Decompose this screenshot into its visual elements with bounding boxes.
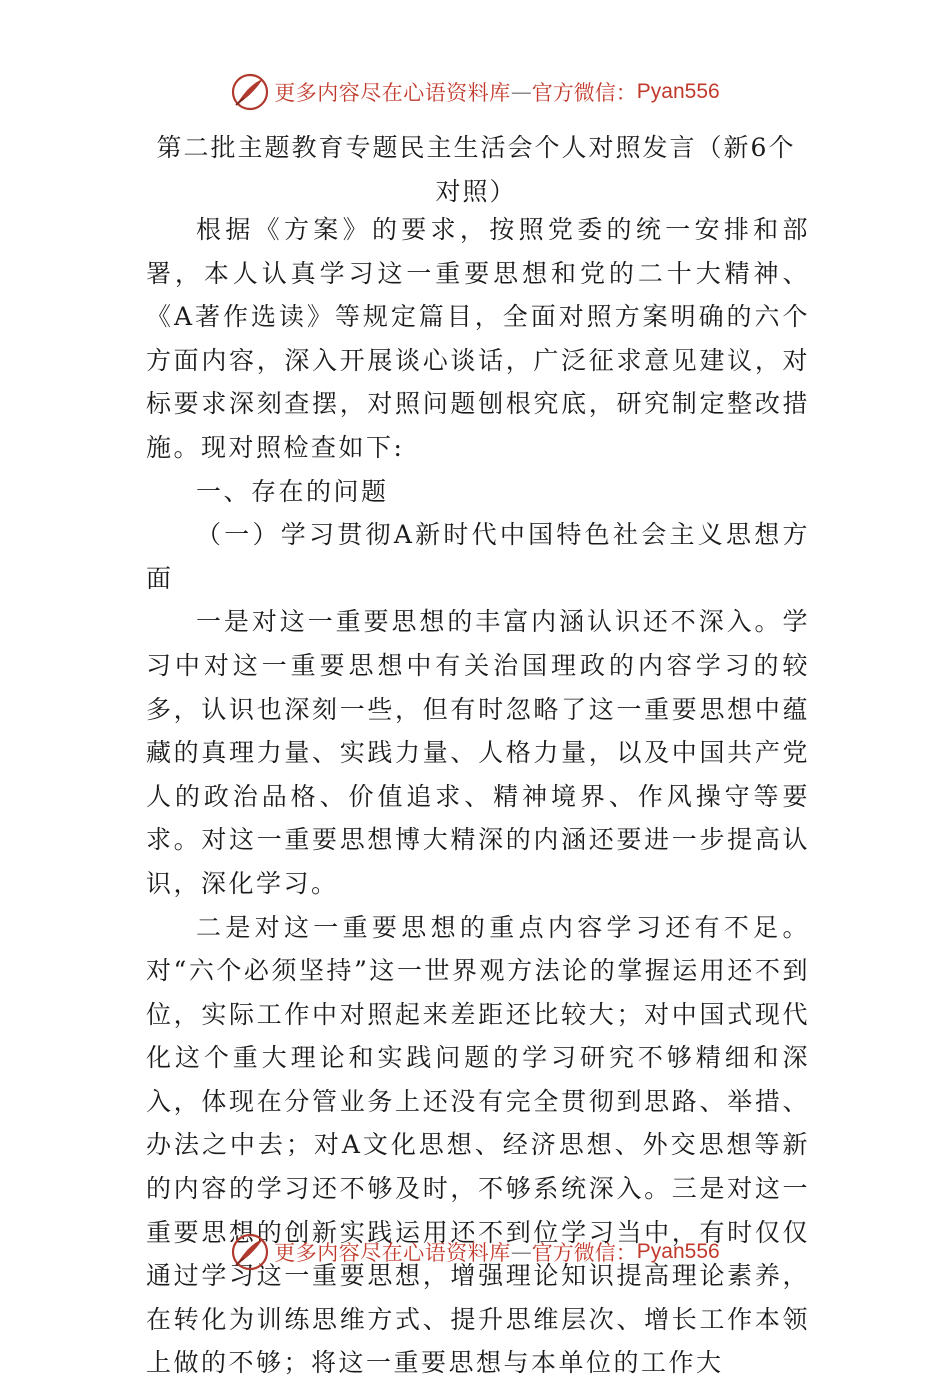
document-title: 第二批主题教育专题民主生活会个人对照发言（新6个对照） [150, 126, 802, 214]
quill-logo-icon [230, 72, 270, 112]
paragraph-point-two: 二是对这一重要思想的重点内容学习还有不足。对“六个必须坚持”这一世界观方法论的掌握运用还不到位，实际工作中对照起来差距还比较大；对中国式现代化这个重大理论和实践问题的学习研究不够精细和深入，体现在分管业务上还没有完全贯彻到思路、举措、办法之中去；对A文化思想、经济思想、外交思想等新的内容的学习还不够及时，不够系统深入。三是对这一重要思想的创新实践运用还不到位学习当中，有时仅仅通过学习这一重要思想，增强理论知识提高理论素养，在转化为训练思维方式、提升思维层次、增长工作本领上做的不够；将这一重要思想与本单位的工作大 [146, 906, 810, 1385]
paragraph-point-one: 一是对这一重要思想的丰富内涵认识还不深入。学习中对这一重要思想中有关治国理政的内容学习的较多，认识也深刻一些，但有时忽略了这一重要思想中蕴藏的真理力量、实践力量、人格力量，以及中国共产党人的政治品格、价值追求、精神境界、作风操守等要求。对这一重要思想博大精深的内涵还要进一步提高认识，深化学习。 [146, 600, 810, 905]
banner-wechat-label: 官方微信： [532, 1237, 637, 1267]
banner-text: 更多内容尽在心语资料库 [274, 1237, 511, 1267]
banner-separator: — [511, 1240, 532, 1264]
banner-text: 更多内容尽在心语资料库 [274, 77, 511, 107]
banner-separator: — [511, 80, 532, 104]
paragraph-intro: 根据《方案》的要求，按照党委的统一安排和部署，本人认真学习这一重要思想和党的二十大精神、《A著作选读》等规定篇目，全面对照方案明确的六个方面内容，深入开展谈心谈话，广泛征求意见建议，对标要求深刻查摆，对照问题刨根究底，研究制定整改措施。现对照检查如下: [146, 208, 810, 470]
banner-wechat-id: Pyan556 [637, 80, 720, 104]
banner-wechat-label: 官方微信： [532, 77, 637, 107]
footer-watermark-banner [0, 1230, 950, 1274]
banner-wechat-id: Pyan556 [637, 1240, 720, 1264]
header-watermark-banner [0, 70, 950, 114]
quill-logo-icon [230, 1232, 270, 1272]
document-body [146, 208, 810, 1385]
section-heading: 一、存在的问题 [146, 470, 810, 514]
subsection-heading: （一）学习贯彻A新时代中国特色社会主义思想方面 [146, 513, 810, 600]
